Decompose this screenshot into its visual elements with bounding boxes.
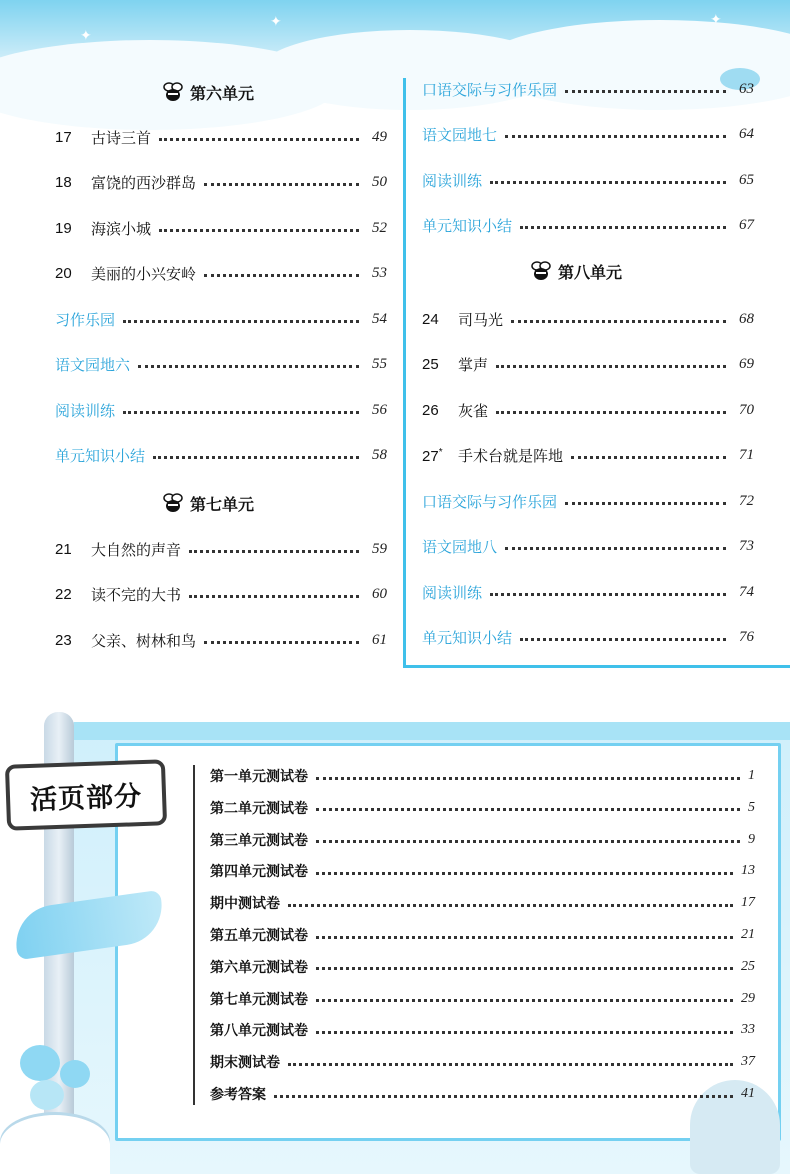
toc-entry-page: 55 [372,356,387,372]
dot-leader [505,547,726,550]
toc-entry-title: 口语交际与习作乐园 [422,80,558,99]
test-entry[interactable] [210,988,755,1010]
toc-entry-title: 阅读训练 [55,401,116,420]
dot-leader [505,135,726,138]
toc-entry-number: 25 [422,356,439,373]
toc-entry-title: 习作乐园 [55,310,116,329]
dot-leader [316,808,740,811]
toc-entry-number: 19 [55,219,72,237]
toc-entry-title: 阅读训练 [422,583,483,602]
test-entry-title: 第四单元测试卷 [210,864,308,881]
test-entry-page: 25 [741,958,755,974]
test-entry[interactable] [210,797,755,819]
dot-leader [316,872,733,875]
toc-entry-number: 27* [422,446,443,465]
unit8-heading [530,259,622,283]
dot-leader [123,320,359,323]
toc-entry-page: 54 [372,310,387,327]
dot-leader [316,1031,733,1034]
dot-leader [316,999,733,1002]
toc-entry-page: 67 [739,217,754,233]
dot-leader [316,967,733,970]
test-entry-title: 第三单元测试卷 [210,832,308,849]
dot-leader [316,840,740,843]
toc-entry[interactable] [422,123,754,147]
dot-leader [496,365,726,368]
toc-entry-page: 60 [372,586,387,602]
test-entry[interactable] [210,892,755,914]
dot-leader [153,456,359,459]
toc-entry[interactable] [422,168,754,192]
toc-entry[interactable] [422,398,754,422]
toc-entry-page: 68 [739,310,754,327]
test-entry[interactable] [210,829,755,851]
toc-entry-title: 富饶的西沙群岛 [91,174,197,192]
sparkle-icon: ✦ [710,12,722,28]
dot-leader [204,641,359,644]
toc-entry[interactable] [422,353,754,377]
toc-entry[interactable] [422,489,754,513]
toc-entry-page: 58 [372,447,387,463]
dot-leader [511,320,726,323]
loose-leaf-sign-text: 活页部分 [29,780,143,816]
dot-leader [520,226,726,229]
toc-entry-page: 73 [739,538,754,554]
dot-leader [204,274,359,277]
toc-entry-title: 父亲、树林和鸟 [91,631,197,650]
toc-entry-number: 20 [55,265,72,282]
unit6-heading [162,80,254,104]
dot-leader [159,229,359,232]
test-entry-title: 第一单元测试卷 [210,769,308,785]
toc-entry[interactable] [55,171,387,195]
toc-entry-page: 63 [739,80,754,97]
test-entry-title: 第八单元测试卷 [210,1023,308,1040]
dot-leader [274,1095,733,1098]
test-entry-title: 期末测试卷 [210,1055,280,1072]
test-entry-title: 第六单元测试卷 [210,959,308,976]
column-bottom-border [403,665,790,668]
toc-entry-title: 掌声 [458,356,489,374]
toc-entry-number: 17 [55,128,72,146]
test-entry-page: 21 [741,927,755,942]
toc-entry-page: 52 [372,219,387,236]
toc-entry-number: 18 [55,174,72,191]
sparkle-icon: ✦ [80,28,92,44]
bee-icon [162,492,184,514]
loose-leaf-strip [74,722,790,740]
dot-leader [490,181,726,184]
test-entry-title: 第五单元测试卷 [210,928,308,944]
toc-entry-page: 65 [739,171,754,188]
toc-entry-title: 口语交际与习作乐园 [422,492,558,511]
toc-entry[interactable] [55,262,387,286]
toc-entry-title: 海滨小城 [91,219,152,238]
toc-entry-title: 古诗三首 [91,128,152,147]
leaf-decoration [60,1060,90,1088]
toc-entry-title: 语文园地七 [422,126,498,144]
column-divider [403,78,406,668]
leaf-decoration [30,1080,64,1110]
unit7-heading-text: 第七单元 [190,494,255,514]
toc-entry-title: 语文园地六 [55,356,131,374]
toc-entry-page: 64 [739,126,754,142]
toc-entry-title: 手术台就是阵地 [458,447,564,465]
unit7-heading [162,491,254,515]
bee-icon [530,260,552,282]
toc-entry-page: 61 [372,631,387,648]
loose-leaf-rule [193,765,195,1105]
dot-leader [490,593,726,596]
toc-entry[interactable] [422,580,754,604]
test-entry-title: 第七单元测试卷 [210,991,308,1008]
bee-icon [162,81,184,103]
toc-entry-title: 读不完的大书 [91,586,182,604]
toc-entry-title: 阅读训练 [422,171,483,190]
test-entry-title: 参考答案 [210,1087,266,1103]
toc-entry[interactable] [422,626,754,650]
dot-leader [123,411,359,414]
toc-entry-title: 单元知识小结 [422,629,513,647]
toc-entry[interactable] [55,583,387,607]
sparkle-icon: ✦ [270,14,282,30]
toc-entry[interactable] [422,214,754,238]
toc-entry-page: 49 [372,128,387,145]
toc-entry-page: 53 [372,265,387,281]
test-entry-page: 17 [741,895,755,911]
toc-entry-page: 59 [372,540,387,557]
test-entry-title: 第二单元测试卷 [210,800,308,817]
toc-entry-title: 大自然的声音 [91,540,182,559]
dot-leader [316,936,733,939]
dot-leader [138,365,359,368]
dot-leader [316,777,740,780]
toc-entry-page: 71 [739,447,754,463]
toc-entry-page: 76 [739,629,754,645]
test-entry[interactable] [210,1051,755,1073]
test-entry-page: 9 [748,831,755,847]
dot-leader [565,502,726,505]
toc-entry-number: 21 [55,540,72,558]
toc-entry-number: 24 [422,310,439,328]
toc-entry-star: * [438,446,443,458]
loose-leaf-sign [5,759,167,831]
toc-entry-title: 单元知识小结 [422,217,513,235]
dot-leader [496,411,726,414]
toc-entry-title: 司马光 [458,310,504,329]
toc-entry-title: 灰雀 [458,401,489,420]
toc-entry-number: 26 [422,401,439,419]
toc-entry[interactable] [55,216,387,240]
toc-entry[interactable] [55,537,387,561]
toc-entry-page: 72 [739,492,754,509]
dot-leader [204,183,359,186]
toc-entry[interactable] [55,398,387,422]
toc-entry[interactable] [55,125,387,149]
dot-leader [159,138,359,141]
test-entry[interactable] [210,765,755,787]
snow-mound [0,1115,110,1174]
toc-entry-page: 56 [372,401,387,418]
test-entry-page: 33 [741,1022,755,1038]
toc-entry[interactable] [422,307,754,331]
toc-entry-title: 美丽的小兴安岭 [91,265,197,283]
unit6-heading-text: 第六单元 [190,83,255,103]
test-entry[interactable] [210,860,755,882]
test-entry[interactable] [210,1019,755,1041]
test-entry-page: 29 [741,990,755,1006]
test-entry-page: 5 [748,799,755,815]
test-entry-page: 13 [741,863,755,879]
toc-entry-title: 语文园地八 [422,538,498,556]
toc-entry[interactable] [55,307,387,331]
test-entry-page: 37 [741,1054,755,1070]
toc-entry-page: 70 [739,401,754,418]
leaf-decoration [20,1045,60,1081]
dot-leader [288,1063,733,1066]
toc-entry[interactable] [422,444,754,468]
toc-entry[interactable] [422,77,754,101]
dot-leader [520,638,726,641]
dot-leader [189,595,359,598]
test-entry-page: 41 [741,1086,755,1101]
test-entry-page: 1 [748,768,755,783]
dot-leader [288,904,733,907]
dot-leader [189,550,359,553]
toc-entry-page: 69 [739,356,754,372]
toc-entry[interactable] [422,535,754,559]
toc-entry-number: 23 [55,631,72,649]
dot-leader [565,90,726,93]
test-entry[interactable] [210,1083,755,1105]
toc-entry[interactable] [55,628,387,652]
toc-entry[interactable] [55,444,387,468]
unit8-heading-text: 第八单元 [558,262,623,282]
toc-entry-page: 50 [372,174,387,190]
test-entry-title: 期中测试卷 [210,896,280,913]
test-entry[interactable] [210,956,755,978]
toc-entry-number: 22 [55,586,72,603]
dot-leader [571,456,726,459]
toc-entry-title: 单元知识小结 [55,447,146,465]
toc-entry[interactable] [55,353,387,377]
toc-entry-page: 74 [739,583,754,600]
test-entry[interactable] [210,924,755,946]
